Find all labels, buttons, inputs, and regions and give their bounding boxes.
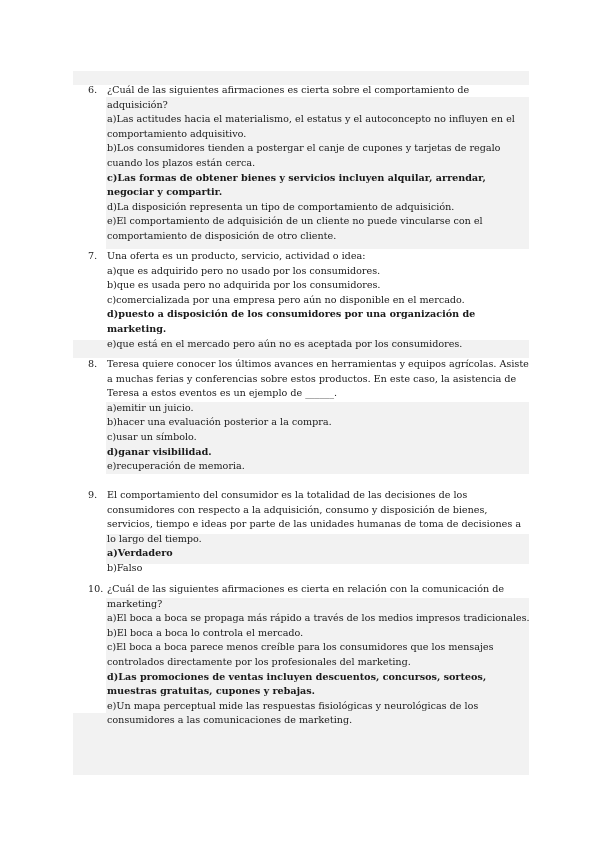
answer-option-e: e)Un mapa perceptual mide las respuestas fisiológicas y neurológicas de los consumidores a las comunicaciones de marketing. [107,700,479,727]
question-9 [88,489,530,577]
question-number: 7. [88,251,98,262]
answer-option-b: b)Falso [107,562,143,574]
question-text: ¿Cuál de las siguientes afirmaciones es cierta sobre el comportamiento de adquisición? [107,85,470,111]
answer-option-d: d)La disposición representa un tipo de comportamiento de adquisición. [107,201,455,213]
question-6 [88,84,530,245]
answer-option-a-correct: a)Verdadero [107,548,173,560]
question-7 [88,250,530,352]
answer-option-a: a)que es adquirido pero no usado por los consumidores. [107,265,381,277]
answer-option-b: b)hacer una evaluación posterior a la compra. [107,417,332,429]
answer-option-e: e)que está en el mercado pero aún no es aceptada por los consumidores. [107,338,463,350]
answer-option-d-correct: d)Las promociones de ventas incluyen descuentos, concursos, sorteos, muestras gratuitas, cupones y rebajas. [107,671,487,698]
shade-band [73,71,529,85]
answer-option-e: e)El comportamiento de adquisición de un cliente no puede vincularse con el comportamiento de disposición de otro cliente. [107,216,483,242]
answer-option-a: a)emitir un juicio. [107,402,194,414]
answer-options [88,547,530,576]
answer-option-c: c)comercializada por una empresa pero aún no disponible en el mercado. [107,294,465,306]
question-text: Teresa quiere conocer los últimos avances en herramientas y equipos agrícolas. Asiste a muchas ferias y conferencias sobre estos productos. En este caso, la asistencia de Teresa a estos eventos es un ejemplo de ______. [107,359,529,400]
answer-option-d-correct: d)ganar visibilidad. [107,446,212,458]
question-number: 10. [88,584,104,595]
answer-option-c: c)El boca a boca parece menos creíble para los consumidores que los mensajes controlados directamente por los profesionales del marketing. [107,642,494,668]
answer-option-a: a)Las actitudes hacia el materialismo, el estatus y el autoconcepto no influyen en el comportamiento adquisitivo. [107,114,515,140]
answer-option-b: b)Los consumidores tienden a postergar el canje de cupones y tarjetas de regalo cuando los plazos están cerca. [107,143,501,169]
answer-options [88,113,530,244]
question-8 [88,358,530,475]
answer-option-b: b)que es usada pero no adquirida por los consumidores. [107,280,381,292]
answer-options [88,265,530,353]
answer-options [88,402,530,475]
question-number: 9. [88,490,98,501]
answer-option-b: b)El boca a boca lo controla el mercado. [107,627,304,639]
question-text: El comportamiento del consumidor es la totalidad de las decisiones de los consumidores con respecto a la adquisición, consumo y disposición de bienes, servicios, tiempo e ideas por parte de las unidades humanas de toma de decisiones a lo largo del tiempo. [107,490,522,545]
answer-option-d-correct: d)puesto a disposición de los consumidores por una organización de marketing. [107,309,476,335]
question-number: 8. [88,359,98,370]
question-10 [88,583,530,729]
answer-option-c: c)usar un símbolo. [107,431,197,443]
answer-option-a: a)El boca a boca se propaga más rápido a través de los medios impresos tradicionales. [107,613,530,625]
answer-option-e: e)recuperación de memoria. [107,461,245,473]
answer-option-c-correct: c)Las formas de obtener bienes y servicios incluyen alquilar, arrendar, negociar y compartir. [107,172,486,199]
question-text: ¿Cuál de las siguientes afirmaciones es cierta en relación con la comunicación de marketing? [107,584,505,610]
question-text: Una oferta es un producto, servicio, actividad o idea: [107,251,366,262]
answer-options [88,612,530,729]
question-number: 6. [88,85,98,96]
